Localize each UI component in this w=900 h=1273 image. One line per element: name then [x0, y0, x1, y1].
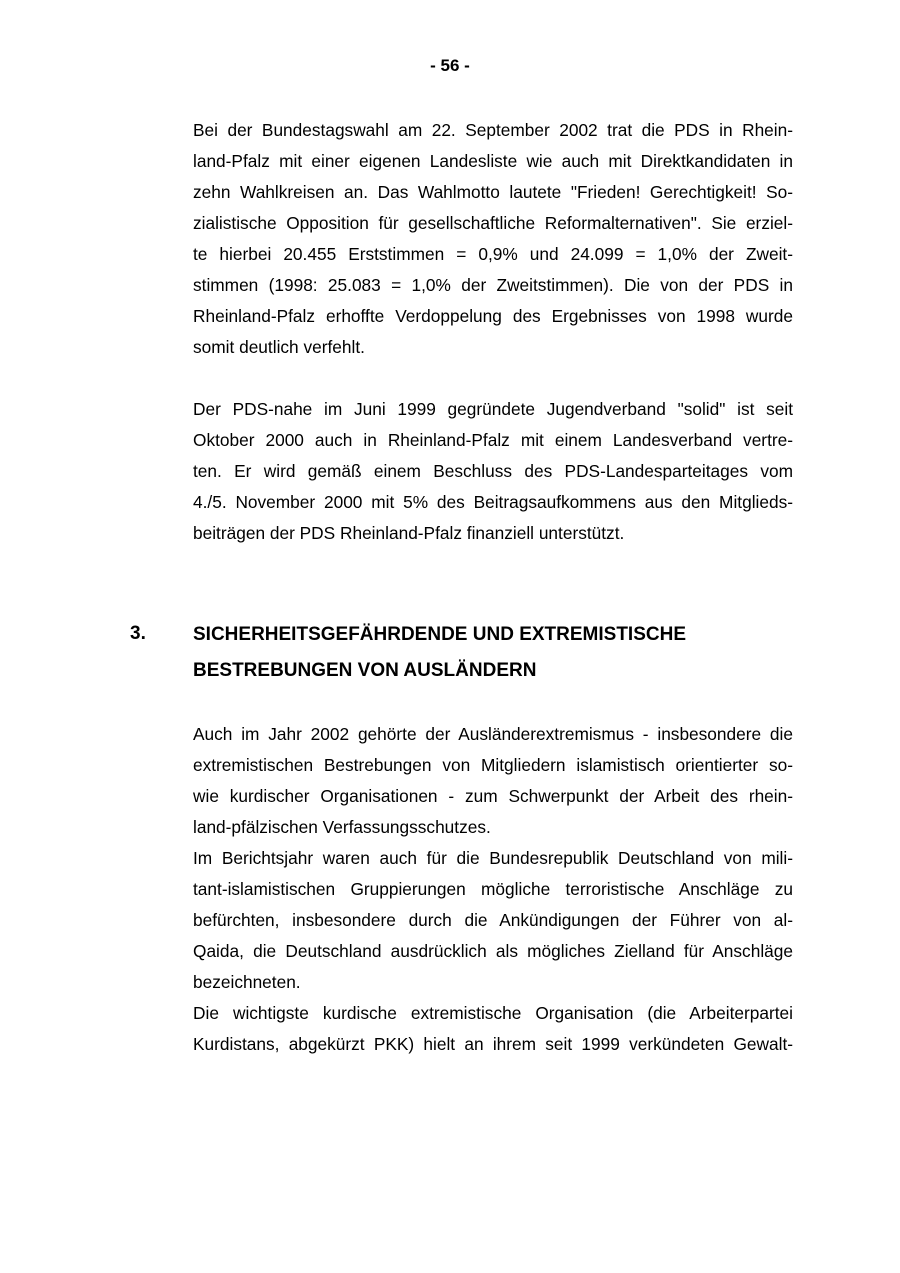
text-line: land-pfälzischen Verfassungsschutzes. [193, 817, 491, 837]
paragraph-pds-election [193, 115, 793, 363]
text-line: extremistischen Bestrebungen von Mitgliedern islamistisch orientierter so- [193, 755, 793, 775]
text-line: stimmen (1998: 25.083 = 1,0% der Zweitstimmen). Die von der PDS in [193, 275, 793, 295]
text-line: zehn Wahlkreisen an. Das Wahlmotto lautete "Frieden! Gerechtigkeit! So- [193, 182, 793, 202]
text-line: Auch im Jahr 2002 gehörte der Ausländerextremismus - insbesondere die [193, 724, 793, 744]
text-line: Qaida, die Deutschland ausdrücklich als mögliches Zielland für Anschläge [193, 941, 793, 961]
text-line: wie kurdischer Organisationen - zum Schwerpunkt der Arbeit des rhein- [193, 786, 793, 806]
text-line: land-Pfalz mit einer eigenen Landesliste wie auch mit Direktkandidaten in [193, 151, 793, 171]
text-line: Der PDS-nahe im Juni 1999 gegründete Jugendverband "solid" ist seit [193, 399, 793, 419]
text-line: Kurdistans, abgekürzt PKK) hielt an ihrem seit 1999 verkündeten Gewalt- [193, 1034, 793, 1054]
text-line: befürchten, insbesondere durch die Ankündigungen der Führer von al- [193, 910, 793, 930]
section-heading-line: BESTREBUNGEN VON AUSLÄNDERN [193, 660, 537, 681]
section-number: 3. [130, 623, 146, 644]
text-line: Die wichtigste kurdische extremistische Organisation (die Arbeiterpartei [193, 1003, 793, 1023]
text-line: Bei der Bundestagswahl am 22. September 2002 trat die PDS in Rhein- [193, 120, 793, 140]
text-line: Oktober 2000 auch in Rheinland-Pfalz mit einem Landesverband vertre- [193, 430, 793, 450]
page-number: - 56 - [430, 56, 470, 75]
text-line: 4./5. November 2000 mit 5% des Beitragsaufkommens aus den Mitglieds- [193, 492, 793, 512]
text-line: somit deutlich verfehlt. [193, 337, 365, 357]
text-line: beiträgen der PDS Rheinland-Pfalz finanziell unterstützt. [193, 523, 625, 543]
text-line: bezeichneten. [193, 972, 301, 992]
text-line: tant-islamistischen Gruppierungen mögliche terroristische Anschläge zu [193, 879, 793, 899]
paragraph-foreign-extremism [193, 719, 793, 1060]
text-line: zialistische Opposition für gesellschaftliche Reformalternativen". Sie erziel- [193, 213, 793, 233]
section-heading [193, 617, 793, 689]
text-line: ten. Er wird gemäß einem Beschluss des PDS-Landesparteitages vom [193, 461, 793, 481]
text-line: Rheinland-Pfalz erhoffte Verdoppelung des Ergebnisses von 1998 wurde [193, 306, 793, 326]
text-line: te hierbei 20.455 Erststimmen = 0,9% und 24.099 = 1,0% der Zweit- [193, 244, 793, 264]
paragraph-solid-youth [193, 394, 793, 549]
text-line: Im Berichtsjahr waren auch für die Bundesrepublik Deutschland von mili- [193, 848, 793, 868]
section-heading-line: SICHERHEITSGEFÄHRDENDE UND EXTREMISTISCHE [193, 624, 686, 645]
